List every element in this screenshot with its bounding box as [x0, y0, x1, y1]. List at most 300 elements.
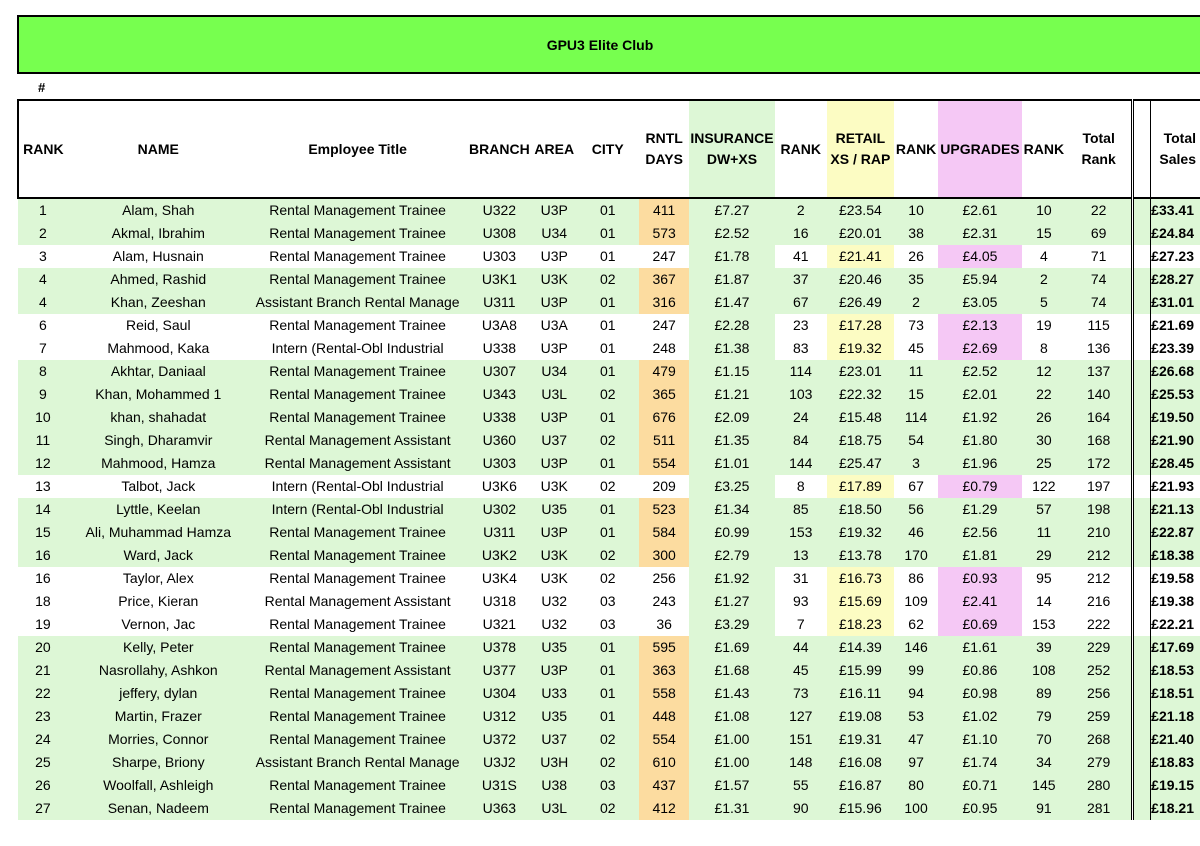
- cell-upgrades[interactable]: £2.69: [938, 337, 1022, 360]
- cell-spacer[interactable]: [1133, 452, 1151, 475]
- cell-total-rank[interactable]: 279: [1066, 751, 1133, 774]
- cell-spacer[interactable]: [1133, 567, 1151, 590]
- cell-upgrades-rank[interactable]: 89: [1022, 682, 1066, 705]
- cell-retail-rank[interactable]: 26: [908, 248, 924, 264]
- cell-upgrades-rank[interactable]: 19: [1036, 317, 1052, 333]
- cell-retail[interactable]: £15.69: [827, 590, 895, 613]
- table-row[interactable]: [18, 222, 1200, 245]
- cell-insurance[interactable]: £1.08: [689, 705, 775, 728]
- cell-retail-rank[interactable]: 80: [894, 774, 938, 797]
- cell-name[interactable]: Price, Kieran: [118, 593, 199, 609]
- cell-city[interactable]: 01: [576, 636, 639, 659]
- cell-insurance-rank[interactable]: 41: [792, 248, 809, 264]
- cell-insurance[interactable]: £1.78: [689, 245, 775, 268]
- cell-retail[interactable]: £23.54: [827, 198, 895, 222]
- cell-city[interactable]: 02: [599, 478, 616, 494]
- cell-retail-rank[interactable]: 38: [894, 222, 938, 245]
- cell-rental-days[interactable]: 584: [639, 521, 689, 544]
- cell-employee-title[interactable]: Intern (Rental-Obl Industrial: [271, 478, 444, 494]
- cell-total-sales[interactable]: £18.51: [1151, 682, 1200, 705]
- cell-total-sales[interactable]: £31.01: [1151, 291, 1200, 314]
- cell-insurance-rank[interactable]: 24: [775, 406, 827, 429]
- cell-area[interactable]: U3K: [540, 570, 568, 586]
- cell-city[interactable]: 01: [576, 452, 639, 475]
- table-row[interactable]: [18, 245, 1200, 268]
- cell-retail[interactable]: £17.28: [827, 314, 895, 337]
- cell-name[interactable]: Sharpe, Briony: [68, 751, 249, 774]
- cell-rental-days[interactable]: 243: [652, 593, 676, 609]
- cell-insurance-rank[interactable]: 67: [775, 291, 827, 314]
- cell-total-rank[interactable]: 137: [1066, 360, 1133, 383]
- cell-area[interactable]: U3L: [532, 383, 576, 406]
- cell-spacer[interactable]: [1133, 751, 1151, 774]
- header-upgrades-rank[interactable]: RANK: [1022, 100, 1066, 198]
- cell-insurance[interactable]: £1.21: [689, 383, 775, 406]
- cell-retail-rank[interactable]: 54: [894, 429, 938, 452]
- cell-rental-days[interactable]: 247: [652, 317, 676, 333]
- cell-retail[interactable]: £13.78: [827, 544, 895, 567]
- cell-insurance-rank[interactable]: 103: [775, 383, 827, 406]
- cell-branch[interactable]: U311: [466, 521, 532, 544]
- cell-branch[interactable]: U311: [466, 291, 532, 314]
- cell-spacer[interactable]: [1133, 406, 1151, 429]
- cell-total-sales[interactable]: £19.50: [1151, 406, 1200, 429]
- cell-branch[interactable]: U318: [482, 593, 517, 609]
- cell-rental-days[interactable]: 479: [639, 360, 689, 383]
- cell-retail-rank[interactable]: 46: [894, 521, 938, 544]
- cell-upgrades-rank[interactable]: 2: [1022, 268, 1066, 291]
- cell-rank[interactable]: 12: [18, 452, 68, 475]
- cell-spacer[interactable]: [1133, 268, 1151, 291]
- cell-name[interactable]: Khan, Mohammed 1: [68, 383, 249, 406]
- cell-branch[interactable]: U303: [466, 452, 532, 475]
- cell-upgrades-rank[interactable]: 12: [1022, 360, 1066, 383]
- cell-rank[interactable]: 11: [18, 429, 68, 452]
- cell-spacer[interactable]: [1133, 429, 1151, 452]
- cell-upgrades[interactable]: £0.69: [938, 613, 1022, 636]
- cell-spacer[interactable]: [1133, 475, 1151, 498]
- cell-area[interactable]: U38: [532, 774, 576, 797]
- cell-total-sales[interactable]: £26.68: [1151, 360, 1200, 383]
- cell-rank[interactable]: 23: [18, 705, 68, 728]
- cell-spacer[interactable]: [1133, 337, 1151, 360]
- cell-rank[interactable]: 9: [18, 383, 68, 406]
- cell-total-sales[interactable]: £21.93: [1151, 475, 1200, 498]
- cell-retail[interactable]: £15.99: [827, 659, 895, 682]
- cell-insurance[interactable]: £2.79: [689, 544, 775, 567]
- cell-rank[interactable]: 25: [18, 751, 68, 774]
- cell-employee-title[interactable]: Rental Management Trainee: [249, 774, 467, 797]
- cell-upgrades[interactable]: £0.98: [938, 682, 1022, 705]
- cell-insurance[interactable]: £1.57: [689, 774, 775, 797]
- cell-retail[interactable]: £19.32: [827, 521, 895, 544]
- cell-total-rank[interactable]: 216: [1086, 593, 1111, 609]
- cell-rank[interactable]: 1: [18, 198, 68, 222]
- table-row[interactable]: [18, 659, 1200, 682]
- cell-retail[interactable]: £17.89: [827, 475, 895, 498]
- table-row[interactable]: [18, 429, 1200, 452]
- cell-spacer[interactable]: [1133, 544, 1151, 567]
- cell-retail-rank[interactable]: 73: [908, 317, 924, 333]
- cell-insurance-rank[interactable]: 16: [775, 222, 827, 245]
- table-row[interactable]: [18, 544, 1200, 567]
- cell-insurance[interactable]: £1.15: [689, 360, 775, 383]
- cell-spacer[interactable]: [1133, 613, 1151, 636]
- cell-retail-rank[interactable]: 114: [894, 406, 938, 429]
- cell-insurance-rank[interactable]: 127: [775, 705, 827, 728]
- cell-rank[interactable]: 22: [18, 682, 68, 705]
- cell-retail-rank[interactable]: 62: [908, 616, 924, 632]
- cell-upgrades[interactable]: £1.81: [938, 544, 1022, 567]
- cell-rank[interactable]: 4: [18, 291, 68, 314]
- cell-branch[interactable]: U304: [466, 682, 532, 705]
- cell-employee-title[interactable]: Rental Management Trainee: [269, 248, 446, 264]
- cell-rank[interactable]: 16: [35, 570, 51, 586]
- cell-upgrades-rank[interactable]: 30: [1022, 429, 1066, 452]
- cell-spacer[interactable]: [1133, 728, 1151, 751]
- cell-rental-days[interactable]: 558: [639, 682, 689, 705]
- cell-name[interactable]: Alam, Shah: [68, 198, 249, 222]
- cell-name[interactable]: Morries, Connor: [68, 728, 249, 751]
- cell-rental-days[interactable]: 437: [639, 774, 689, 797]
- cell-city[interactable]: 01: [576, 222, 639, 245]
- cell-total-rank[interactable]: 74: [1066, 268, 1133, 291]
- cell-upgrades-rank[interactable]: 29: [1022, 544, 1066, 567]
- cell-retail[interactable]: £25.47: [827, 452, 895, 475]
- cell-area[interactable]: U3A: [540, 317, 568, 333]
- cell-spacer[interactable]: [1133, 198, 1151, 222]
- cell-retail-rank[interactable]: 47: [894, 728, 938, 751]
- cell-rental-days[interactable]: 523: [639, 498, 689, 521]
- cell-retail[interactable]: £16.11: [827, 682, 895, 705]
- cell-insurance[interactable]: £1.00: [689, 728, 775, 751]
- cell-upgrades[interactable]: £2.41: [938, 590, 1022, 613]
- cell-total-sales[interactable]: £21.18: [1151, 705, 1200, 728]
- cell-city[interactable]: 01: [576, 682, 639, 705]
- cell-rental-days[interactable]: 209: [652, 478, 676, 494]
- cell-rank[interactable]: 18: [35, 593, 51, 609]
- table-row[interactable]: [18, 590, 1200, 613]
- cell-area[interactable]: U3P: [532, 406, 576, 429]
- cell-upgrades[interactable]: £1.02: [938, 705, 1022, 728]
- cell-branch[interactable]: U360: [466, 429, 532, 452]
- cell-city[interactable]: 02: [576, 797, 639, 820]
- cell-city[interactable]: 02: [599, 570, 616, 586]
- cell-employee-title[interactable]: Rental Management Trainee: [249, 222, 467, 245]
- cell-insurance-rank[interactable]: 73: [775, 682, 827, 705]
- cell-area[interactable]: U3K: [532, 268, 576, 291]
- cell-city[interactable]: 01: [576, 521, 639, 544]
- cell-name[interactable]: Woolfall, Ashleigh: [68, 774, 249, 797]
- cell-retail[interactable]: £15.96: [827, 797, 895, 820]
- cell-rental-days[interactable]: 676: [639, 406, 689, 429]
- cell-retail-rank[interactable]: 67: [908, 478, 924, 494]
- cell-insurance[interactable]: £1.43: [689, 682, 775, 705]
- cell-upgrades-rank[interactable]: 95: [1036, 570, 1052, 586]
- table-row[interactable]: [18, 498, 1200, 521]
- cell-upgrades[interactable]: £2.01: [938, 383, 1022, 406]
- cell-city[interactable]: 03: [599, 593, 616, 609]
- cell-upgrades-rank[interactable]: 14: [1036, 593, 1052, 609]
- header-total-sales[interactable]: Total Sales: [1151, 100, 1200, 198]
- cell-city[interactable]: 03: [599, 616, 616, 632]
- cell-total-rank[interactable]: 172: [1066, 452, 1133, 475]
- table-row[interactable]: [18, 705, 1200, 728]
- cell-total-rank[interactable]: 252: [1066, 659, 1133, 682]
- cell-area[interactable]: U3L: [532, 797, 576, 820]
- cell-rental-days[interactable]: 412: [639, 797, 689, 820]
- cell-employee-title[interactable]: Rental Management Trainee: [269, 570, 446, 586]
- cell-retail[interactable]: £19.08: [827, 705, 895, 728]
- cell-rental-days[interactable]: 36: [656, 616, 672, 632]
- cell-rank[interactable]: 14: [18, 498, 68, 521]
- cell-total-sales[interactable]: £19.15: [1151, 774, 1200, 797]
- cell-employee-title[interactable]: Rental Management Trainee: [249, 268, 467, 291]
- cell-branch[interactable]: U3J2: [466, 751, 532, 774]
- cell-total-sales[interactable]: £28.27: [1151, 268, 1200, 291]
- cell-insurance[interactable]: £1.87: [689, 268, 775, 291]
- cell-retail[interactable]: £23.01: [827, 360, 895, 383]
- cell-insurance-rank[interactable]: 148: [775, 751, 827, 774]
- cell-area[interactable]: U3P: [540, 248, 568, 264]
- cell-retail[interactable]: £21.41: [827, 245, 895, 268]
- cell-total-sales[interactable]: £19.58: [1151, 567, 1200, 590]
- cell-area[interactable]: U34: [532, 222, 576, 245]
- cell-name[interactable]: Reid, Saul: [125, 317, 191, 333]
- cell-branch[interactable]: U343: [466, 383, 532, 406]
- table-row[interactable]: [18, 198, 1200, 222]
- cell-total-rank[interactable]: 222: [1086, 616, 1111, 632]
- header-rank[interactable]: RANK: [18, 100, 68, 198]
- table-row[interactable]: [18, 291, 1200, 314]
- cell-insurance[interactable]: £1.47: [689, 291, 775, 314]
- cell-spacer[interactable]: [1133, 774, 1151, 797]
- table-row[interactable]: [18, 567, 1200, 590]
- cell-insurance[interactable]: £7.27: [689, 198, 775, 222]
- cell-retail[interactable]: £19.31: [827, 728, 895, 751]
- cell-retail-rank[interactable]: 100: [894, 797, 938, 820]
- cell-area[interactable]: U37: [532, 728, 576, 751]
- cell-branch[interactable]: U303: [482, 248, 517, 264]
- cell-spacer[interactable]: [1133, 590, 1151, 613]
- cell-insurance[interactable]: £2.52: [689, 222, 775, 245]
- cell-spacer[interactable]: [1133, 383, 1151, 406]
- cell-total-rank[interactable]: 164: [1066, 406, 1133, 429]
- cell-area[interactable]: U35: [532, 705, 576, 728]
- cell-name[interactable]: Senan, Nadeem: [68, 797, 249, 820]
- cell-insurance[interactable]: £0.99: [689, 521, 775, 544]
- table-row[interactable]: [18, 751, 1200, 774]
- cell-total-sales[interactable]: £28.45: [1151, 452, 1200, 475]
- cell-area[interactable]: U3P: [540, 340, 568, 356]
- cell-branch[interactable]: U307: [466, 360, 532, 383]
- cell-insurance-rank[interactable]: 23: [792, 317, 809, 333]
- cell-name[interactable]: khan, shahadat: [68, 406, 249, 429]
- cell-name[interactable]: Taylor, Alex: [122, 570, 194, 586]
- cell-retail-rank[interactable]: 56: [894, 498, 938, 521]
- cell-upgrades-rank[interactable]: 34: [1022, 751, 1066, 774]
- table-row[interactable]: [18, 475, 1200, 498]
- cell-upgrades-rank[interactable]: 26: [1022, 406, 1066, 429]
- cell-spacer[interactable]: [1133, 797, 1151, 820]
- cell-insurance-rank[interactable]: 85: [775, 498, 827, 521]
- cell-employee-title[interactable]: Rental Management Trainee: [249, 521, 467, 544]
- cell-upgrades-rank[interactable]: 10: [1022, 198, 1066, 222]
- cell-area[interactable]: U3P: [532, 659, 576, 682]
- cell-upgrades[interactable]: £1.61: [938, 636, 1022, 659]
- cell-employee-title[interactable]: Intern (Rental-Obl Industrial: [271, 340, 444, 356]
- cell-city[interactable]: 02: [576, 429, 639, 452]
- cell-total-rank[interactable]: 168: [1066, 429, 1133, 452]
- table-row[interactable]: [18, 337, 1200, 360]
- table-row[interactable]: [18, 521, 1200, 544]
- cell-total-sales[interactable]: £21.90: [1151, 429, 1200, 452]
- cell-area[interactable]: U3P: [532, 521, 576, 544]
- cell-city[interactable]: 01: [576, 705, 639, 728]
- cell-upgrades[interactable]: £1.92: [938, 406, 1022, 429]
- cell-employee-title[interactable]: Rental Management Assistant: [249, 452, 467, 475]
- cell-upgrades[interactable]: £1.74: [938, 751, 1022, 774]
- cell-branch[interactable]: U322: [466, 198, 532, 222]
- cell-area[interactable]: U33: [532, 682, 576, 705]
- cell-spacer[interactable]: [1133, 498, 1151, 521]
- cell-insurance[interactable]: £1.27: [689, 590, 775, 613]
- cell-total-sales[interactable]: £17.69: [1151, 636, 1200, 659]
- cell-retail-rank[interactable]: 99: [894, 659, 938, 682]
- cell-branch[interactable]: U338: [466, 406, 532, 429]
- cell-total-sales[interactable]: £19.38: [1151, 590, 1200, 613]
- cell-total-rank[interactable]: 256: [1066, 682, 1133, 705]
- cell-upgrades-rank[interactable]: 39: [1022, 636, 1066, 659]
- cell-insurance-rank[interactable]: 151: [775, 728, 827, 751]
- cell-employee-title[interactable]: Rental Management Assistant: [249, 429, 467, 452]
- cell-name[interactable]: Talbot, Jack: [121, 478, 196, 494]
- cell-upgrades[interactable]: £0.79: [938, 475, 1022, 498]
- cell-area[interactable]: U32: [541, 616, 568, 632]
- header-employee-title[interactable]: Employee Title: [249, 100, 467, 198]
- cell-total-sales[interactable]: £22.87: [1151, 521, 1200, 544]
- cell-city[interactable]: 02: [576, 751, 639, 774]
- cell-insurance-rank[interactable]: 8: [796, 478, 805, 494]
- cell-rank[interactable]: 15: [18, 521, 68, 544]
- cell-total-sales[interactable]: £25.53: [1151, 383, 1200, 406]
- cell-rental-days[interactable]: 511: [639, 429, 689, 452]
- cell-rental-days[interactable]: 595: [639, 636, 689, 659]
- cell-spacer[interactable]: [1133, 659, 1151, 682]
- cell-rental-days[interactable]: 300: [639, 544, 689, 567]
- cell-retail-rank[interactable]: 2: [894, 291, 938, 314]
- cell-employee-title[interactable]: Rental Management Trainee: [249, 198, 467, 222]
- cell-upgrades-rank[interactable]: 108: [1022, 659, 1066, 682]
- cell-insurance-rank[interactable]: 45: [775, 659, 827, 682]
- cell-insurance-rank[interactable]: 31: [792, 570, 809, 586]
- cell-retail[interactable]: £16.87: [827, 774, 895, 797]
- cell-name[interactable]: Martin, Frazer: [68, 705, 249, 728]
- cell-total-sales[interactable]: £22.21: [1151, 613, 1200, 636]
- cell-rental-days[interactable]: 448: [639, 705, 689, 728]
- cell-name[interactable]: Nasrollahy, Ashkon: [68, 659, 249, 682]
- cell-retail-rank[interactable]: 53: [894, 705, 938, 728]
- cell-branch[interactable]: U321: [482, 616, 517, 632]
- cell-rental-days[interactable]: 256: [652, 570, 676, 586]
- cell-branch[interactable]: U3K4: [481, 570, 517, 586]
- cell-upgrades-rank[interactable]: 79: [1022, 705, 1066, 728]
- cell-city[interactable]: 01: [576, 498, 639, 521]
- cell-retail-rank[interactable]: 3: [894, 452, 938, 475]
- cell-area[interactable]: U37: [532, 429, 576, 452]
- header-rental-days[interactable]: RNTL DAYS: [639, 100, 689, 198]
- cell-retail[interactable]: £16.73: [827, 567, 895, 590]
- cell-spacer[interactable]: [1133, 360, 1151, 383]
- cell-employee-title[interactable]: Rental Management Trainee: [249, 383, 467, 406]
- cell-insurance-rank[interactable]: 55: [775, 774, 827, 797]
- cell-spacer[interactable]: [1133, 291, 1151, 314]
- cell-employee-title[interactable]: Rental Management Trainee: [249, 406, 467, 429]
- cell-branch[interactable]: U372: [466, 728, 532, 751]
- cell-area[interactable]: U3P: [532, 452, 576, 475]
- cell-insurance[interactable]: £1.68: [689, 659, 775, 682]
- cell-retail-rank[interactable]: 146: [894, 636, 938, 659]
- cell-name[interactable]: Alam, Husnain: [112, 248, 204, 264]
- cell-total-rank[interactable]: 115: [1087, 317, 1110, 333]
- cell-upgrades[interactable]: £2.13: [938, 314, 1022, 337]
- cell-city[interactable]: 02: [576, 728, 639, 751]
- cell-insurance[interactable]: £2.09: [689, 406, 775, 429]
- cell-employee-title[interactable]: Rental Management Trainee: [249, 360, 467, 383]
- cell-insurance[interactable]: £1.35: [689, 429, 775, 452]
- cell-rank[interactable]: 24: [18, 728, 68, 751]
- cell-total-rank[interactable]: 268: [1066, 728, 1133, 751]
- cell-spacer[interactable]: [1133, 245, 1151, 268]
- cell-rank[interactable]: 13: [35, 478, 51, 494]
- header-area[interactable]: AREA: [532, 100, 576, 198]
- cell-city[interactable]: 01: [576, 198, 639, 222]
- cell-insurance[interactable]: £3.25: [689, 475, 775, 498]
- table-row[interactable]: [18, 774, 1200, 797]
- cell-branch[interactable]: U3K1: [466, 268, 532, 291]
- cell-retail-rank[interactable]: 35: [894, 268, 938, 291]
- cell-rank[interactable]: 2: [18, 222, 68, 245]
- cell-insurance-rank[interactable]: 7: [796, 616, 805, 632]
- cell-rank[interactable]: 6: [38, 317, 47, 333]
- cell-spacer[interactable]: [1133, 682, 1151, 705]
- cell-employee-title[interactable]: Rental Management Trainee: [249, 797, 467, 820]
- cell-total-rank[interactable]: 136: [1086, 340, 1111, 356]
- cell-total-rank[interactable]: 22: [1066, 198, 1133, 222]
- cell-retail-rank[interactable]: 94: [894, 682, 938, 705]
- cell-rental-days[interactable]: 554: [639, 728, 689, 751]
- cell-retail-rank[interactable]: 15: [894, 383, 938, 406]
- cell-city[interactable]: 01: [599, 317, 616, 333]
- cell-rental-days[interactable]: 411: [639, 198, 689, 222]
- cell-city[interactable]: 03: [576, 774, 639, 797]
- cell-rank[interactable]: 4: [18, 268, 68, 291]
- cell-spacer[interactable]: [1133, 521, 1151, 544]
- cell-upgrades-rank[interactable]: 145: [1022, 774, 1066, 797]
- cell-insurance[interactable]: £1.00: [689, 751, 775, 774]
- cell-upgrades-rank[interactable]: 153: [1032, 616, 1056, 632]
- cell-retail[interactable]: £20.01: [827, 222, 895, 245]
- table-row[interactable]: [18, 636, 1200, 659]
- cell-retail-rank[interactable]: 86: [908, 570, 924, 586]
- cell-insurance[interactable]: £3.29: [689, 613, 775, 636]
- table-row[interactable]: [18, 383, 1200, 406]
- cell-rank[interactable]: 19: [35, 616, 51, 632]
- table-row[interactable]: [18, 268, 1200, 291]
- cell-employee-title[interactable]: Rental Management Assistant: [249, 659, 467, 682]
- cell-upgrades-rank[interactable]: 4: [1039, 248, 1048, 264]
- cell-spacer[interactable]: [1133, 705, 1151, 728]
